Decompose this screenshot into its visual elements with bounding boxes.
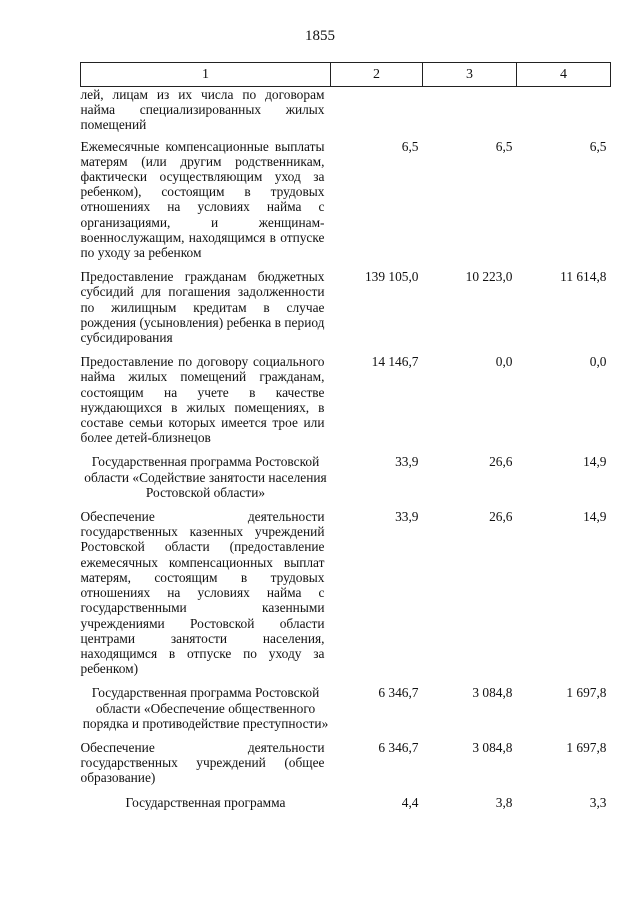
page-number: 1855 [305, 28, 335, 44]
row-value-col2: 4,4 [401, 794, 419, 810]
row-name-cell: Ежемесячные компенсационные выплаты матерям (или другим родственникам, фактически осуществляющим уход за ребенком), состоящим в трудовых отношениях на условиях найма с организациями, и женщинам-военнослужащим, находящимся в отпуске по уходу за ребенком [80, 138, 325, 261]
table-row [81, 795, 611, 819]
row-value-col3: 3,8 [495, 794, 513, 810]
row-value-col2: 33,9 [395, 509, 419, 525]
column-header-1: 1 [81, 63, 331, 87]
table-row [81, 269, 611, 354]
row-value-col4: 1 697,8 [566, 739, 607, 755]
row-value-col3: 3 084,8 [472, 739, 513, 755]
row-value-col4: 0,0 [589, 354, 607, 370]
row-name-cell: Предоставление по договору социального найма жилых помещений гражданам, состоящим на учете в качестве нуждающихся в жилых помещениях, в составе семьи которых имеется трое или более детей-близнецов [80, 354, 325, 446]
row-value-col3: 6,5 [495, 138, 513, 154]
row-name-cell: Обеспечение деятельности государственных учреждений (общее образование) [80, 739, 325, 786]
row-value-col2: 6 346,7 [378, 685, 419, 701]
table-row [81, 685, 611, 740]
table-row [81, 354, 611, 454]
row-value-col3: 0,0 [495, 354, 513, 370]
row-name-cell: Предоставление гражданам бюджетных субсидий для погашения задолженности по жилищным кредитам в случае рождения (усыновления) ребенка в период субсидирования [80, 269, 325, 346]
row-value-col3: 26,6 [489, 454, 513, 470]
row-name-cell: Государственная программа [125, 794, 286, 810]
row-value-col2: 139 105,0 [364, 269, 419, 285]
column-header-4: 4 [517, 63, 611, 87]
table-row [81, 740, 611, 795]
row-value-col4 [517, 87, 611, 139]
row-value-col3: 26,6 [489, 509, 513, 525]
row-value-col2 [331, 87, 423, 139]
table-row [81, 139, 611, 270]
row-value-col2: 6,5 [401, 138, 419, 154]
table-header-row [81, 63, 611, 87]
row-name-cell: Государственная программа Ростовской области «Обеспечение общественного порядка и противодействие преступности» [82, 685, 329, 731]
table-row [81, 454, 611, 509]
table-body [81, 87, 611, 819]
column-header-3: 3 [423, 63, 517, 87]
row-name-cell: лей, лицам из их числа по договорам найма специализированных жилых помещений [80, 87, 325, 133]
row-value-col4: 1 697,8 [566, 685, 607, 701]
row-name-cell: Обеспечение деятельности государственных казенных учреждений Ростовской области (предоставление ежемесячных компенсационных выплат матерям, состоящим в трудовых отношениях на условиях найма с государственными казенными учреждениями Ростовской области центрами занятости населения, находящимся в отпуске по уходу за ребенком) [80, 509, 325, 677]
column-header-2: 2 [331, 63, 423, 87]
row-value-col2: 33,9 [395, 454, 419, 470]
row-value-col3: 10 223,0 [465, 269, 513, 285]
row-value-col3 [423, 87, 517, 139]
row-value-col4: 3,3 [589, 794, 607, 810]
row-value-col4: 11 614,8 [560, 269, 607, 285]
row-value-col2: 6 346,7 [378, 739, 419, 755]
row-value-col2: 14 146,7 [371, 354, 419, 370]
row-value-col4: 6,5 [589, 138, 607, 154]
budget-table [80, 62, 611, 819]
table-row [81, 87, 611, 139]
row-name-cell: Государственная программа Ростовской области «Содействие занятости населения Ростовской области» [84, 454, 327, 500]
row-value-col4: 14,9 [583, 454, 607, 470]
table-row [81, 509, 611, 685]
row-value-col4: 14,9 [583, 509, 607, 525]
row-value-col3: 3 084,8 [472, 685, 513, 701]
